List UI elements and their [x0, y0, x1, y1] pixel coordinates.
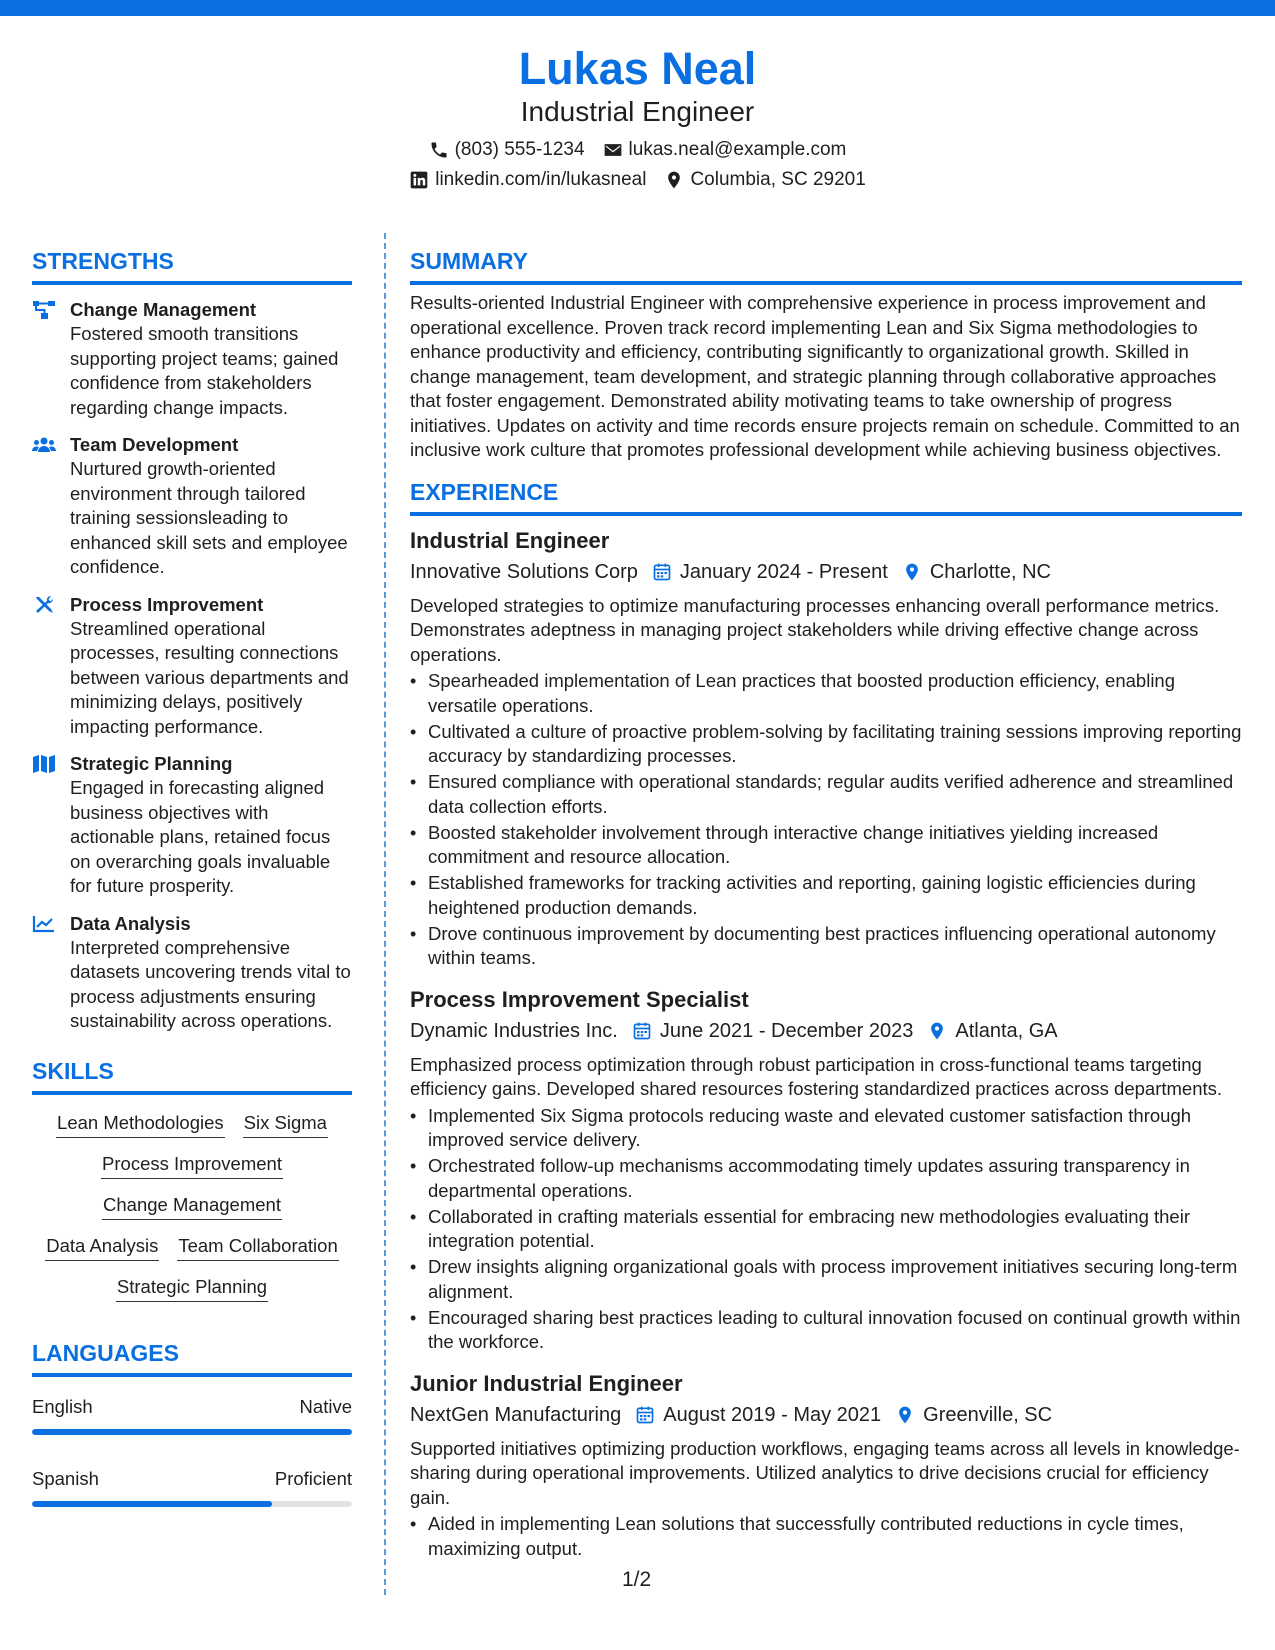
strength-item	[32, 751, 352, 899]
job-meta	[410, 1400, 1242, 1430]
strength-title: Strategic Planning	[70, 753, 233, 774]
right-column	[410, 246, 1242, 1563]
job-bullets	[410, 1104, 1242, 1355]
page-number: 1/2	[622, 1568, 652, 1591]
strength-item	[32, 592, 352, 740]
flowchart-icon	[32, 299, 56, 321]
map-pin-icon	[902, 562, 922, 582]
email-contact[interactable]	[603, 134, 847, 166]
section-rule	[410, 281, 1242, 285]
company-name: Dynamic Industries Inc.	[410, 1019, 618, 1042]
phone-contact	[429, 134, 585, 166]
skill-tag: Process Improvement	[101, 1150, 283, 1179]
job-description: Emphasized process optimization through robust participation in cross-functional teams targeting efficiency gains. Developed shared resources fostering standardized practices across departments.	[410, 1053, 1223, 1099]
skills-heading: SKILLS	[32, 1057, 114, 1084]
map-pin-icon	[895, 1405, 915, 1425]
linkedin-contact[interactable]	[409, 164, 646, 196]
skill-tag: Data Analysis	[45, 1232, 159, 1261]
job-dates	[632, 1016, 914, 1046]
job-meta	[410, 557, 1242, 587]
strength-description: Streamlined operational processes, resulting connections between various departments and minimizing delays, positively impacting performance.	[70, 617, 349, 737]
job-meta	[410, 1016, 1242, 1046]
date-range: August 2019 - May 2021	[663, 1403, 882, 1426]
job-bullet: • Orchestrated follow-up mechanisms accommodating timely updates assuring transparency in departmental operations.	[410, 1154, 1242, 1203]
job-dates	[635, 1400, 881, 1430]
strengths-heading: STRENGTHS	[32, 248, 174, 274]
job-description: Developed strategies to optimize manufacturing processes enhancing overall performance metrics. Demonstrates adeptness in managing project stakeholders while driving effective change across operations.	[410, 594, 1220, 665]
job-entry	[410, 1369, 1242, 1562]
strength-description: Engaged in forecasting aligned business objectives with actionable plans, retained focus on overarching goals invaluable for future prosperity.	[70, 777, 331, 896]
location-text: Columbia, SC 29201	[690, 169, 866, 190]
job-bullet: • Established frameworks for tracking activities and reporting, gaining logistic efficiencies during heightened production demands.	[410, 871, 1242, 920]
job-bullets	[410, 669, 1242, 971]
language-level: Native	[299, 1395, 352, 1417]
skill-tag: Team Collaboration	[177, 1232, 338, 1261]
job-entry	[410, 985, 1242, 1355]
calendar-icon	[652, 562, 672, 582]
job-location	[902, 557, 1051, 587]
date-range: January 2024 - Present	[679, 560, 888, 583]
experience-heading: EXPERIENCE	[410, 478, 559, 505]
job-title: Industrial Engineer	[410, 527, 610, 553]
location-text: Atlanta, GA	[955, 1019, 1058, 1042]
location-text: Charlotte, NC	[929, 560, 1051, 583]
summary-text: Results-oriented Industrial Engineer with comprehensive experience in process improvement and operational excellence. Proven track record implementing Lean and Six Sigma methodologies to enhance productivity and efficiency, contributing significantly to organizational growth. Skilled in change management, team development, and strategic planning through collaborative approaches that foster engagement. Demonstrated ability motivating teams to take ownership of progress initiatives. Updates on activity and time records ensure projects remain on schedule. Committed to an inclusive work culture that promotes professional development while achieving business objectives.	[410, 292, 1240, 460]
strength-title: Team Development	[70, 434, 239, 455]
section-rule	[32, 281, 352, 285]
skill-tag: Six Sigma	[243, 1109, 328, 1138]
language-bar	[32, 1429, 352, 1435]
resume-header	[0, 40, 1275, 196]
experience-list	[410, 526, 1242, 1562]
calendar-icon	[632, 1021, 652, 1041]
job-description: Supported initiatives optimizing production workflows, engaging teams across all levels in knowledge-sharing during operational improvements. Utilized analytics to drive decisions crucial for efficiency gain.	[410, 1437, 1240, 1508]
languages-heading: LANGUAGES	[32, 1339, 179, 1366]
section-rule	[32, 1373, 352, 1377]
calendar-icon	[635, 1405, 655, 1425]
language-bar	[32, 1501, 352, 1507]
language-bar-fill	[32, 1501, 272, 1507]
section-rule	[32, 1091, 352, 1095]
language-name: English	[32, 1395, 93, 1417]
left-column	[32, 246, 352, 1507]
strength-item	[32, 297, 352, 420]
strength-title: Data Analysis	[70, 912, 191, 934]
strength-title: Change Management	[70, 299, 257, 320]
chart-line-icon	[32, 913, 56, 935]
job-bullet: • Ensured compliance with operational standards; regular audits verified adherence and streamlined data collection efforts.	[410, 770, 1242, 819]
job-bullet: • Drove continuous improvement by documenting best practices influencing operational autonomy within teams.	[410, 922, 1242, 971]
job-dates	[652, 557, 888, 587]
language-item	[32, 1393, 352, 1435]
phone-number: (803) 555-1234	[454, 139, 585, 160]
skill-tag: Strategic Planning	[116, 1273, 268, 1302]
skills-list	[32, 1109, 352, 1302]
location-contact	[664, 164, 865, 196]
location-text: Greenville, SC	[923, 1403, 1053, 1426]
candidate-name: Lukas Neal	[518, 43, 757, 94]
job-title: Junior Industrial Engineer	[410, 1370, 683, 1396]
strength-item	[32, 432, 352, 580]
map-pin-icon	[927, 1021, 947, 1041]
job-bullet: • Cultivated a culture of proactive problem-solving by facilitating training sessions improving reporting accuracy by standardizing processes.	[410, 720, 1242, 769]
phone-icon	[429, 140, 449, 160]
strength-description: Nurtured growth-oriented environment through tailored training sessionsleading to enhanced skill sets and employee confidence.	[70, 458, 348, 577]
language-item	[32, 1465, 352, 1507]
linkedin-url[interactable]: linkedin.com/in/lukasneal	[435, 169, 647, 190]
job-location	[927, 1016, 1057, 1046]
section-rule	[410, 512, 1242, 516]
map-icon	[32, 753, 56, 775]
tools-icon	[32, 594, 56, 616]
language-name: Spanish	[32, 1467, 99, 1489]
strength-item	[32, 911, 352, 1034]
strength-description: Interpreted comprehensive datasets uncovering trends vital to process adjustments ensuring sustainability across operations.	[70, 936, 351, 1031]
contact-line-1	[0, 134, 1275, 166]
skill-tag: Lean Methodologies	[56, 1109, 225, 1138]
job-title: Process Improvement Specialist	[410, 986, 749, 1012]
job-bullet: • Collaborated in crafting materials essential for embracing new methodologies evaluating their integration potential.	[410, 1205, 1242, 1254]
language-bar-fill	[32, 1429, 352, 1435]
company-name: Innovative Solutions Corp	[410, 560, 638, 583]
job-entry	[410, 526, 1242, 971]
map-pin-icon	[664, 170, 684, 190]
job-bullet: • Drew insights aligning organizational goals with process improvement initiatives securing long-term alignment.	[410, 1255, 1242, 1304]
job-bullet: • Implemented Six Sigma protocols reducing waste and elevated customer satisfaction through improved service delivery.	[410, 1104, 1242, 1153]
job-bullet: • Spearheaded implementation of Lean practices that boosted production efficiency, enabling versatile operations.	[410, 669, 1242, 718]
date-range: June 2021 - December 2023	[659, 1019, 914, 1042]
contact-line-2	[0, 164, 1275, 196]
strength-description: Fostered smooth transitions supporting project teams; gained confidence from stakeholders regarding change impacts.	[70, 323, 339, 418]
team-icon	[32, 434, 56, 456]
job-bullet: • Encouraged sharing best practices leading to cultural innovation focused on continual growth within the workforce.	[410, 1306, 1242, 1355]
email-address[interactable]: lukas.neal@example.com	[628, 139, 847, 160]
skill-tag: Change Management	[102, 1191, 282, 1220]
candidate-title: Industrial Engineer	[520, 96, 755, 127]
linkedin-icon	[409, 170, 429, 190]
strength-title: Process Improvement	[70, 593, 264, 615]
envelope-icon	[603, 140, 623, 160]
summary-heading: SUMMARY	[410, 248, 528, 274]
job-location	[895, 1400, 1052, 1430]
job-bullet: • Boosted stakeholder involvement through interactive change initiatives yielding increased commitment and resource allocation.	[410, 821, 1242, 870]
job-bullet: • Aided in implementing Lean solutions that successfully contributed reductions in cycle times, maximizing output.	[410, 1512, 1242, 1561]
column-divider	[384, 233, 386, 1595]
language-level: Proficient	[274, 1467, 352, 1489]
top-accent-bar	[0, 0, 1275, 16]
company-name: NextGen Manufacturing	[410, 1403, 622, 1426]
job-bullets	[410, 1512, 1242, 1561]
